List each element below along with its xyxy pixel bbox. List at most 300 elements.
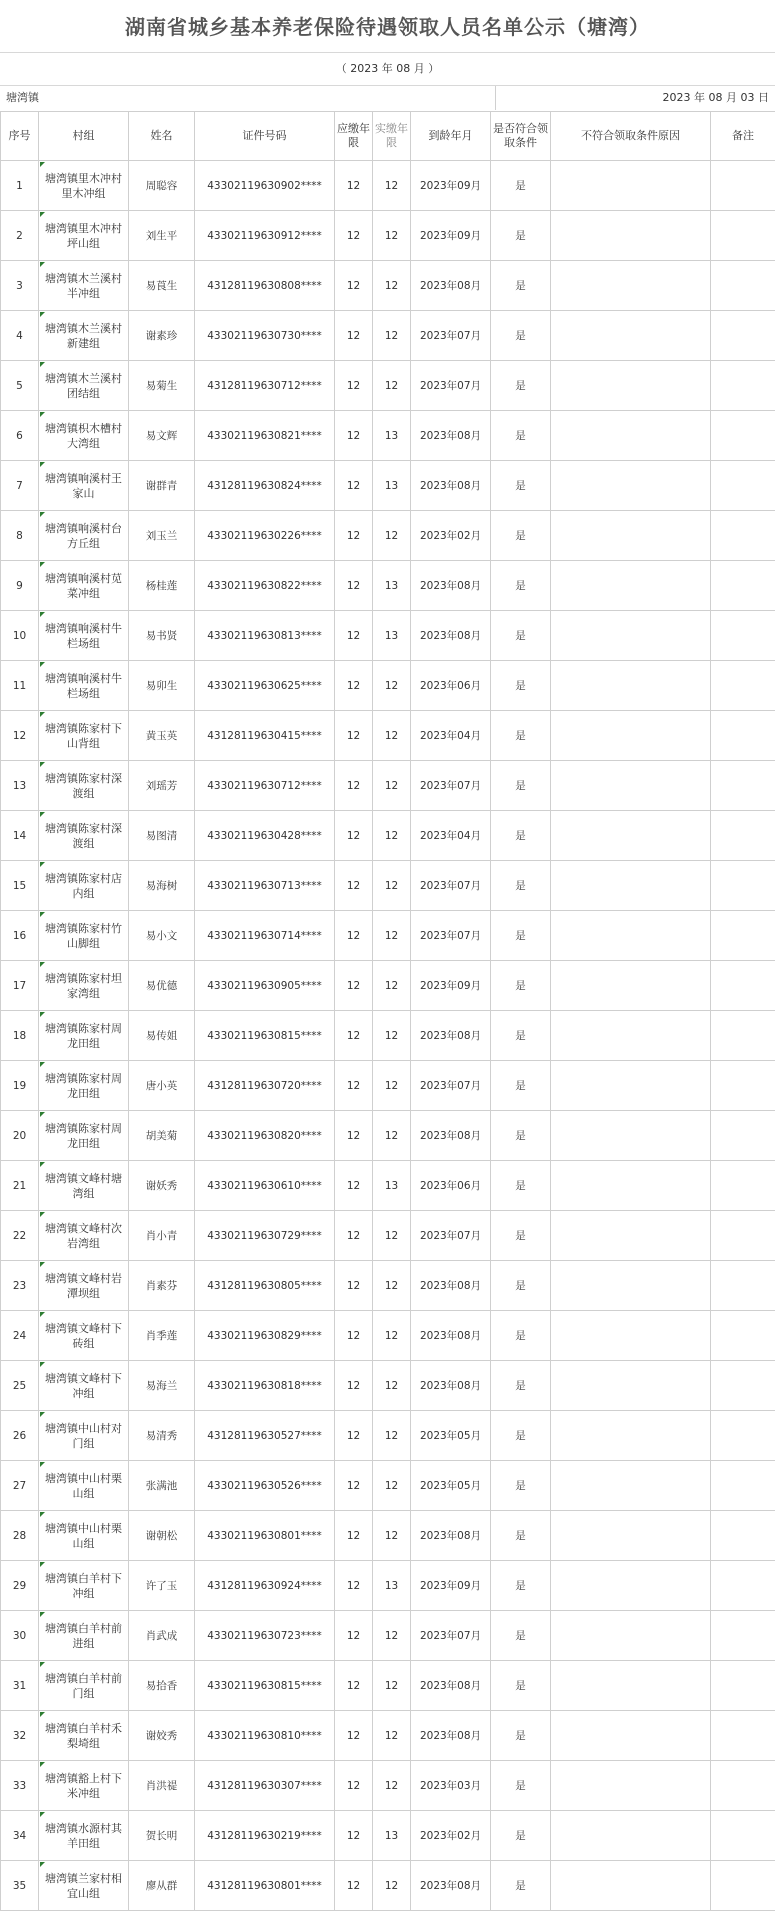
- cell-no: 24: [1, 1311, 39, 1361]
- cell-paid-years: 12: [373, 1311, 411, 1361]
- cell-age-month: 2023年08月: [411, 561, 491, 611]
- cell-id: 43302119630821****: [195, 411, 335, 461]
- cell-no: 16: [1, 911, 39, 961]
- cell-due-years: 12: [335, 1211, 373, 1261]
- cell-age-month: 2023年04月: [411, 711, 491, 761]
- table-row: [1, 1561, 775, 1611]
- table-row: [1, 761, 775, 811]
- cell-no: 30: [1, 1611, 39, 1661]
- cell-age-month: 2023年07月: [411, 311, 491, 361]
- cell-age-month: 2023年08月: [411, 1261, 491, 1311]
- cell-remark: [711, 611, 775, 661]
- cell-id: 43128119630805****: [195, 1261, 335, 1311]
- table-row: [1, 161, 775, 211]
- cell-reason: [551, 211, 711, 261]
- cell-no: 23: [1, 1261, 39, 1311]
- cell-id: 43302119630822****: [195, 561, 335, 611]
- cell-eligible: 是: [491, 561, 551, 611]
- cell-village: 塘湾镇里木冲村里木冲组: [39, 161, 129, 211]
- cell-due-years: 12: [335, 1011, 373, 1061]
- cell-age-month: 2023年09月: [411, 161, 491, 211]
- table-row: [1, 261, 775, 311]
- table-row: [1, 461, 775, 511]
- cell-reason: [551, 311, 711, 361]
- cell-name: 易文辉: [129, 411, 195, 461]
- table-row: [1, 1761, 775, 1811]
- cell-paid-years: 13: [373, 411, 411, 461]
- cell-reason: [551, 1661, 711, 1711]
- cell-eligible: 是: [491, 1661, 551, 1711]
- cell-eligible: 是: [491, 1811, 551, 1861]
- cell-name: 易图清: [129, 811, 195, 861]
- cell-eligible: 是: [491, 811, 551, 861]
- cell-due-years: 12: [335, 761, 373, 811]
- cell-no: 9: [1, 561, 39, 611]
- cell-reason: [551, 661, 711, 711]
- cell-age-month: 2023年08月: [411, 461, 491, 511]
- cell-eligible: 是: [491, 1411, 551, 1461]
- cell-paid-years: 13: [373, 1811, 411, 1861]
- cell-id: 43128119630415****: [195, 711, 335, 761]
- cell-reason: [551, 1511, 711, 1561]
- cell-paid-years: 12: [373, 1461, 411, 1511]
- cell-id: 43302119630723****: [195, 1611, 335, 1661]
- cell-age-month: 2023年09月: [411, 961, 491, 1011]
- cell-remark: [711, 261, 775, 311]
- table-row: [1, 611, 775, 661]
- cell-id: 43302119630729****: [195, 1211, 335, 1261]
- cell-no: 27: [1, 1461, 39, 1511]
- cell-village: 塘湾镇陈家村周龙田组: [39, 1111, 129, 1161]
- cell-name: 谢群青: [129, 461, 195, 511]
- cell-eligible: 是: [491, 1161, 551, 1211]
- cell-due-years: 12: [335, 1561, 373, 1611]
- cell-reason: [551, 911, 711, 961]
- cell-village: 塘湾镇陈家村下山背组: [39, 711, 129, 761]
- cell-eligible: 是: [491, 611, 551, 661]
- cell-paid-years: 12: [373, 1361, 411, 1411]
- cell-age-month: 2023年08月: [411, 411, 491, 461]
- cell-eligible: 是: [491, 1011, 551, 1061]
- cell-due-years: 12: [335, 1461, 373, 1511]
- cell-paid-years: 12: [373, 1011, 411, 1061]
- cell-village: 塘湾镇响溪村牛栏场组: [39, 611, 129, 661]
- cell-village: 塘湾镇白羊村前进组: [39, 1611, 129, 1661]
- cell-village: 塘湾镇文峰村次岩湾组: [39, 1211, 129, 1261]
- cell-name: 易优德: [129, 961, 195, 1011]
- cell-reason: [551, 1361, 711, 1411]
- divider: [495, 86, 496, 110]
- cell-age-month: 2023年08月: [411, 1511, 491, 1561]
- cell-name: 谢朝松: [129, 1511, 195, 1561]
- cell-name: 易菊生: [129, 361, 195, 411]
- cell-name: 肖洪禔: [129, 1761, 195, 1811]
- cell-id: 43302119630810****: [195, 1711, 335, 1761]
- cell-remark: [711, 1411, 775, 1461]
- cell-name: 肖小青: [129, 1211, 195, 1261]
- cell-remark: [711, 211, 775, 261]
- cell-due-years: 12: [335, 1811, 373, 1861]
- cell-id: 43128119630824****: [195, 461, 335, 511]
- cell-due-years: 12: [335, 1411, 373, 1461]
- cell-paid-years: 12: [373, 1761, 411, 1811]
- cell-eligible: 是: [491, 761, 551, 811]
- header-eligible: 是否符合领取条件: [491, 112, 551, 161]
- cell-due-years: 12: [335, 261, 373, 311]
- cell-remark: [711, 1761, 775, 1811]
- cell-name: 易拾香: [129, 1661, 195, 1711]
- cell-paid-years: 12: [373, 161, 411, 211]
- table-row: [1, 361, 775, 411]
- cell-age-month: 2023年02月: [411, 1811, 491, 1861]
- cell-id: 43302119630815****: [195, 1011, 335, 1061]
- header-no: 序号: [1, 112, 39, 161]
- cell-id: 43302119630226****: [195, 511, 335, 561]
- header-village: 村组: [39, 112, 129, 161]
- cell-name: 易卯生: [129, 661, 195, 711]
- cell-eligible: 是: [491, 1311, 551, 1361]
- cell-reason: [551, 461, 711, 511]
- cell-village: 塘湾镇中山村对门组: [39, 1411, 129, 1461]
- cell-eligible: 是: [491, 211, 551, 261]
- cell-remark: [711, 1211, 775, 1261]
- cell-village: 塘湾镇文峰村塘湾组: [39, 1161, 129, 1211]
- cell-due-years: 12: [335, 411, 373, 461]
- cell-eligible: 是: [491, 411, 551, 461]
- cell-eligible: 是: [491, 1361, 551, 1411]
- cell-id: 43302119630813****: [195, 611, 335, 661]
- cell-due-years: 12: [335, 1311, 373, 1361]
- cell-due-years: 12: [335, 1861, 373, 1911]
- table-row: [1, 911, 775, 961]
- cell-due-years: 12: [335, 1711, 373, 1761]
- period-label: （ 2023 年 08 月 ）: [335, 62, 440, 75]
- cell-no: 3: [1, 261, 39, 311]
- cell-remark: [711, 311, 775, 361]
- cell-name: 易海兰: [129, 1361, 195, 1411]
- cell-reason: [551, 961, 711, 1011]
- cell-remark: [711, 1311, 775, 1361]
- cell-village: 塘湾镇木兰溪村团结组: [39, 361, 129, 411]
- cell-due-years: 12: [335, 1661, 373, 1711]
- cell-village: 塘湾镇响溪村苋菜冲组: [39, 561, 129, 611]
- cell-due-years: 12: [335, 1061, 373, 1111]
- cell-paid-years: 12: [373, 1211, 411, 1261]
- cell-paid-years: 12: [373, 361, 411, 411]
- cell-no: 4: [1, 311, 39, 361]
- cell-village: 塘湾镇白羊村禾梨埼组: [39, 1711, 129, 1761]
- cell-due-years: 12: [335, 161, 373, 211]
- cell-reason: [551, 611, 711, 661]
- header-id: 证件号码: [195, 112, 335, 161]
- cell-paid-years: 12: [373, 1061, 411, 1111]
- cell-eligible: 是: [491, 511, 551, 561]
- header-due-years: 应缴年限: [335, 112, 373, 161]
- cell-name: 易海树: [129, 861, 195, 911]
- cell-age-month: 2023年07月: [411, 361, 491, 411]
- cell-no: 14: [1, 811, 39, 861]
- cell-paid-years: 12: [373, 511, 411, 561]
- cell-id: 43128119630924****: [195, 1561, 335, 1611]
- cell-reason: [551, 161, 711, 211]
- cell-due-years: 12: [335, 1361, 373, 1411]
- table-row: [1, 561, 775, 611]
- cell-remark: [711, 961, 775, 1011]
- cell-reason: [551, 1611, 711, 1661]
- cell-due-years: 12: [335, 461, 373, 511]
- cell-no: 20: [1, 1111, 39, 1161]
- publish-date: 2023 年 08 月 03 日: [662, 91, 769, 104]
- cell-remark: [711, 1061, 775, 1111]
- cell-age-month: 2023年09月: [411, 211, 491, 261]
- cell-age-month: 2023年08月: [411, 1111, 491, 1161]
- cell-no: 10: [1, 611, 39, 661]
- cell-reason: [551, 1061, 711, 1111]
- cell-no: 5: [1, 361, 39, 411]
- cell-id: 43302119630625****: [195, 661, 335, 711]
- cell-name: 肖武成: [129, 1611, 195, 1661]
- cell-name: 肖素芬: [129, 1261, 195, 1311]
- cell-eligible: 是: [491, 461, 551, 511]
- cell-id: 43302119630818****: [195, 1361, 335, 1411]
- cell-no: 2: [1, 211, 39, 261]
- table-row: [1, 1311, 775, 1361]
- table-row: [1, 211, 775, 261]
- cell-id: 43302119630610****: [195, 1161, 335, 1211]
- cell-paid-years: 12: [373, 1411, 411, 1461]
- cell-id: 43302119630912****: [195, 211, 335, 261]
- cell-remark: [711, 661, 775, 711]
- cell-no: 28: [1, 1511, 39, 1561]
- cell-id: 43128119630527****: [195, 1411, 335, 1461]
- cell-no: 21: [1, 1161, 39, 1211]
- table-row: [1, 1361, 775, 1411]
- cell-paid-years: 12: [373, 1711, 411, 1761]
- cell-name: 周聪容: [129, 161, 195, 211]
- cell-village: 塘湾镇兰家村相宜山组: [39, 1861, 129, 1911]
- cell-name: 黄玉英: [129, 711, 195, 761]
- cell-name: 肖季莲: [129, 1311, 195, 1361]
- cell-id: 43128119630712****: [195, 361, 335, 411]
- cell-name: 易书贤: [129, 611, 195, 661]
- cell-id: 43302119630801****: [195, 1511, 335, 1561]
- table-row: [1, 661, 775, 711]
- cell-due-years: 12: [335, 1161, 373, 1211]
- cell-remark: [711, 461, 775, 511]
- cell-remark: [711, 1561, 775, 1611]
- table-row: [1, 1411, 775, 1461]
- cell-id: 43128119630801****: [195, 1861, 335, 1911]
- cell-name: 刘生平: [129, 211, 195, 261]
- cell-due-years: 12: [335, 1761, 373, 1811]
- cell-reason: [551, 361, 711, 411]
- cell-age-month: 2023年07月: [411, 1611, 491, 1661]
- cell-id: 43302119630712****: [195, 761, 335, 811]
- cell-remark: [711, 1511, 775, 1561]
- cell-eligible: 是: [491, 1611, 551, 1661]
- cell-village: 塘湾镇陈家村店内组: [39, 861, 129, 911]
- cell-reason: [551, 1161, 711, 1211]
- cell-paid-years: 13: [373, 1561, 411, 1611]
- cell-name: 许了玉: [129, 1561, 195, 1611]
- cell-no: 25: [1, 1361, 39, 1411]
- cell-paid-years: 12: [373, 661, 411, 711]
- cell-reason: [551, 561, 711, 611]
- cell-village: 塘湾镇陈家村周龙田组: [39, 1061, 129, 1111]
- cell-id: 43302119630730****: [195, 311, 335, 361]
- cell-id: 43128119630720****: [195, 1061, 335, 1111]
- cell-id: 43128119630808****: [195, 261, 335, 311]
- divider: [0, 52, 775, 53]
- cell-no: 34: [1, 1811, 39, 1861]
- cell-no: 26: [1, 1411, 39, 1461]
- cell-no: 17: [1, 961, 39, 1011]
- cell-village: 塘湾镇水源村其羊田组: [39, 1811, 129, 1861]
- cell-paid-years: 12: [373, 261, 411, 311]
- cell-age-month: 2023年08月: [411, 1361, 491, 1411]
- cell-paid-years: 12: [373, 861, 411, 911]
- cell-id: 43302119630526****: [195, 1461, 335, 1511]
- cell-village: 塘湾镇响溪村牛栏场组: [39, 661, 129, 711]
- cell-eligible: 是: [491, 711, 551, 761]
- cell-paid-years: 13: [373, 461, 411, 511]
- cell-name: 唐小英: [129, 1061, 195, 1111]
- cell-no: 12: [1, 711, 39, 761]
- cell-reason: [551, 1011, 711, 1061]
- cell-due-years: 12: [335, 611, 373, 661]
- cell-village: 塘湾镇枳木槽村大湾组: [39, 411, 129, 461]
- cell-age-month: 2023年08月: [411, 1311, 491, 1361]
- cell-no: 15: [1, 861, 39, 911]
- cell-remark: [711, 1661, 775, 1711]
- cell-paid-years: 12: [373, 1611, 411, 1661]
- cell-village: 塘湾镇白羊村前门组: [39, 1661, 129, 1711]
- cell-no: 33: [1, 1761, 39, 1811]
- cell-remark: [711, 1861, 775, 1911]
- table-header-row: [1, 112, 775, 161]
- cell-village: 塘湾镇文峰村下冲组: [39, 1361, 129, 1411]
- cell-remark: [711, 1261, 775, 1311]
- cell-eligible: 是: [491, 1211, 551, 1261]
- cell-remark: [711, 1811, 775, 1861]
- cell-remark: [711, 1361, 775, 1411]
- table-row: [1, 1811, 775, 1861]
- cell-age-month: 2023年08月: [411, 1011, 491, 1061]
- cell-paid-years: 13: [373, 611, 411, 661]
- cell-eligible: 是: [491, 311, 551, 361]
- cell-eligible: 是: [491, 261, 551, 311]
- cell-name: 易小文: [129, 911, 195, 961]
- cell-reason: [551, 1811, 711, 1861]
- cell-remark: [711, 811, 775, 861]
- cell-age-month: 2023年07月: [411, 1061, 491, 1111]
- cell-id: 43128119630307****: [195, 1761, 335, 1811]
- cell-no: 7: [1, 461, 39, 511]
- cell-name: 刘玉兰: [129, 511, 195, 561]
- cell-age-month: 2023年02月: [411, 511, 491, 561]
- cell-reason: [551, 1711, 711, 1761]
- cell-age-month: 2023年07月: [411, 861, 491, 911]
- cell-remark: [711, 361, 775, 411]
- cell-age-month: 2023年07月: [411, 761, 491, 811]
- cell-no: 22: [1, 1211, 39, 1261]
- cell-name: 贺长明: [129, 1811, 195, 1861]
- page-title: 湖南省城乡基本养老保险待遇领取人员名单公示（塘湾）: [125, 15, 650, 39]
- cell-age-month: 2023年07月: [411, 911, 491, 961]
- cell-name: 刘瑶芳: [129, 761, 195, 811]
- cell-id: 43302119630902****: [195, 161, 335, 211]
- cell-eligible: 是: [491, 911, 551, 961]
- cell-no: 19: [1, 1061, 39, 1111]
- cell-village: 塘湾镇中山村栗山组: [39, 1511, 129, 1561]
- cell-eligible: 是: [491, 161, 551, 211]
- cell-eligible: 是: [491, 1761, 551, 1811]
- cell-eligible: 是: [491, 1561, 551, 1611]
- cell-remark: [711, 561, 775, 611]
- recipient-table: [0, 111, 775, 1911]
- cell-no: 18: [1, 1011, 39, 1061]
- table-row: [1, 1661, 775, 1711]
- cell-due-years: 12: [335, 711, 373, 761]
- cell-name: 廖从群: [129, 1861, 195, 1911]
- cell-age-month: 2023年05月: [411, 1461, 491, 1511]
- cell-no: 31: [1, 1661, 39, 1711]
- cell-no: 13: [1, 761, 39, 811]
- cell-village: 塘湾镇中山村栗山组: [39, 1461, 129, 1511]
- cell-age-month: 2023年04月: [411, 811, 491, 861]
- cell-eligible: 是: [491, 961, 551, 1011]
- cell-due-years: 12: [335, 561, 373, 611]
- cell-village: 塘湾镇木兰溪村半冲组: [39, 261, 129, 311]
- header-name: 姓名: [129, 112, 195, 161]
- cell-village: 塘湾镇木兰溪村新建组: [39, 311, 129, 361]
- cell-name: 易莨生: [129, 261, 195, 311]
- cell-remark: [711, 511, 775, 561]
- cell-paid-years: 13: [373, 1161, 411, 1211]
- cell-name: 易清秀: [129, 1411, 195, 1461]
- cell-remark: [711, 1111, 775, 1161]
- cell-paid-years: 12: [373, 1261, 411, 1311]
- cell-village: 塘湾镇陈家村坦家湾组: [39, 961, 129, 1011]
- cell-eligible: 是: [491, 1861, 551, 1911]
- cell-age-month: 2023年03月: [411, 1761, 491, 1811]
- cell-paid-years: 12: [373, 1861, 411, 1911]
- cell-village: 塘湾镇豁上村下米冲组: [39, 1761, 129, 1811]
- cell-paid-years: 12: [373, 1111, 411, 1161]
- cell-due-years: 12: [335, 1261, 373, 1311]
- cell-paid-years: 12: [373, 961, 411, 1011]
- cell-remark: [711, 161, 775, 211]
- cell-age-month: 2023年07月: [411, 1211, 491, 1261]
- cell-reason: [551, 861, 711, 911]
- cell-id: 43302119630820****: [195, 1111, 335, 1161]
- cell-eligible: 是: [491, 1511, 551, 1561]
- cell-id: 43302119630428****: [195, 811, 335, 861]
- table-row: [1, 1861, 775, 1911]
- cell-remark: [711, 1611, 775, 1661]
- cell-village: 塘湾镇响溪村台方丘组: [39, 511, 129, 561]
- table-row: [1, 511, 775, 561]
- cell-remark: [711, 1711, 775, 1761]
- table-row: [1, 1711, 775, 1761]
- table-row: [1, 1061, 775, 1111]
- cell-eligible: 是: [491, 1061, 551, 1111]
- cell-village: 塘湾镇响溪村王家山: [39, 461, 129, 511]
- table-row: [1, 1161, 775, 1211]
- cell-due-years: 12: [335, 911, 373, 961]
- cell-no: 1: [1, 161, 39, 211]
- cell-name: 张满池: [129, 1461, 195, 1511]
